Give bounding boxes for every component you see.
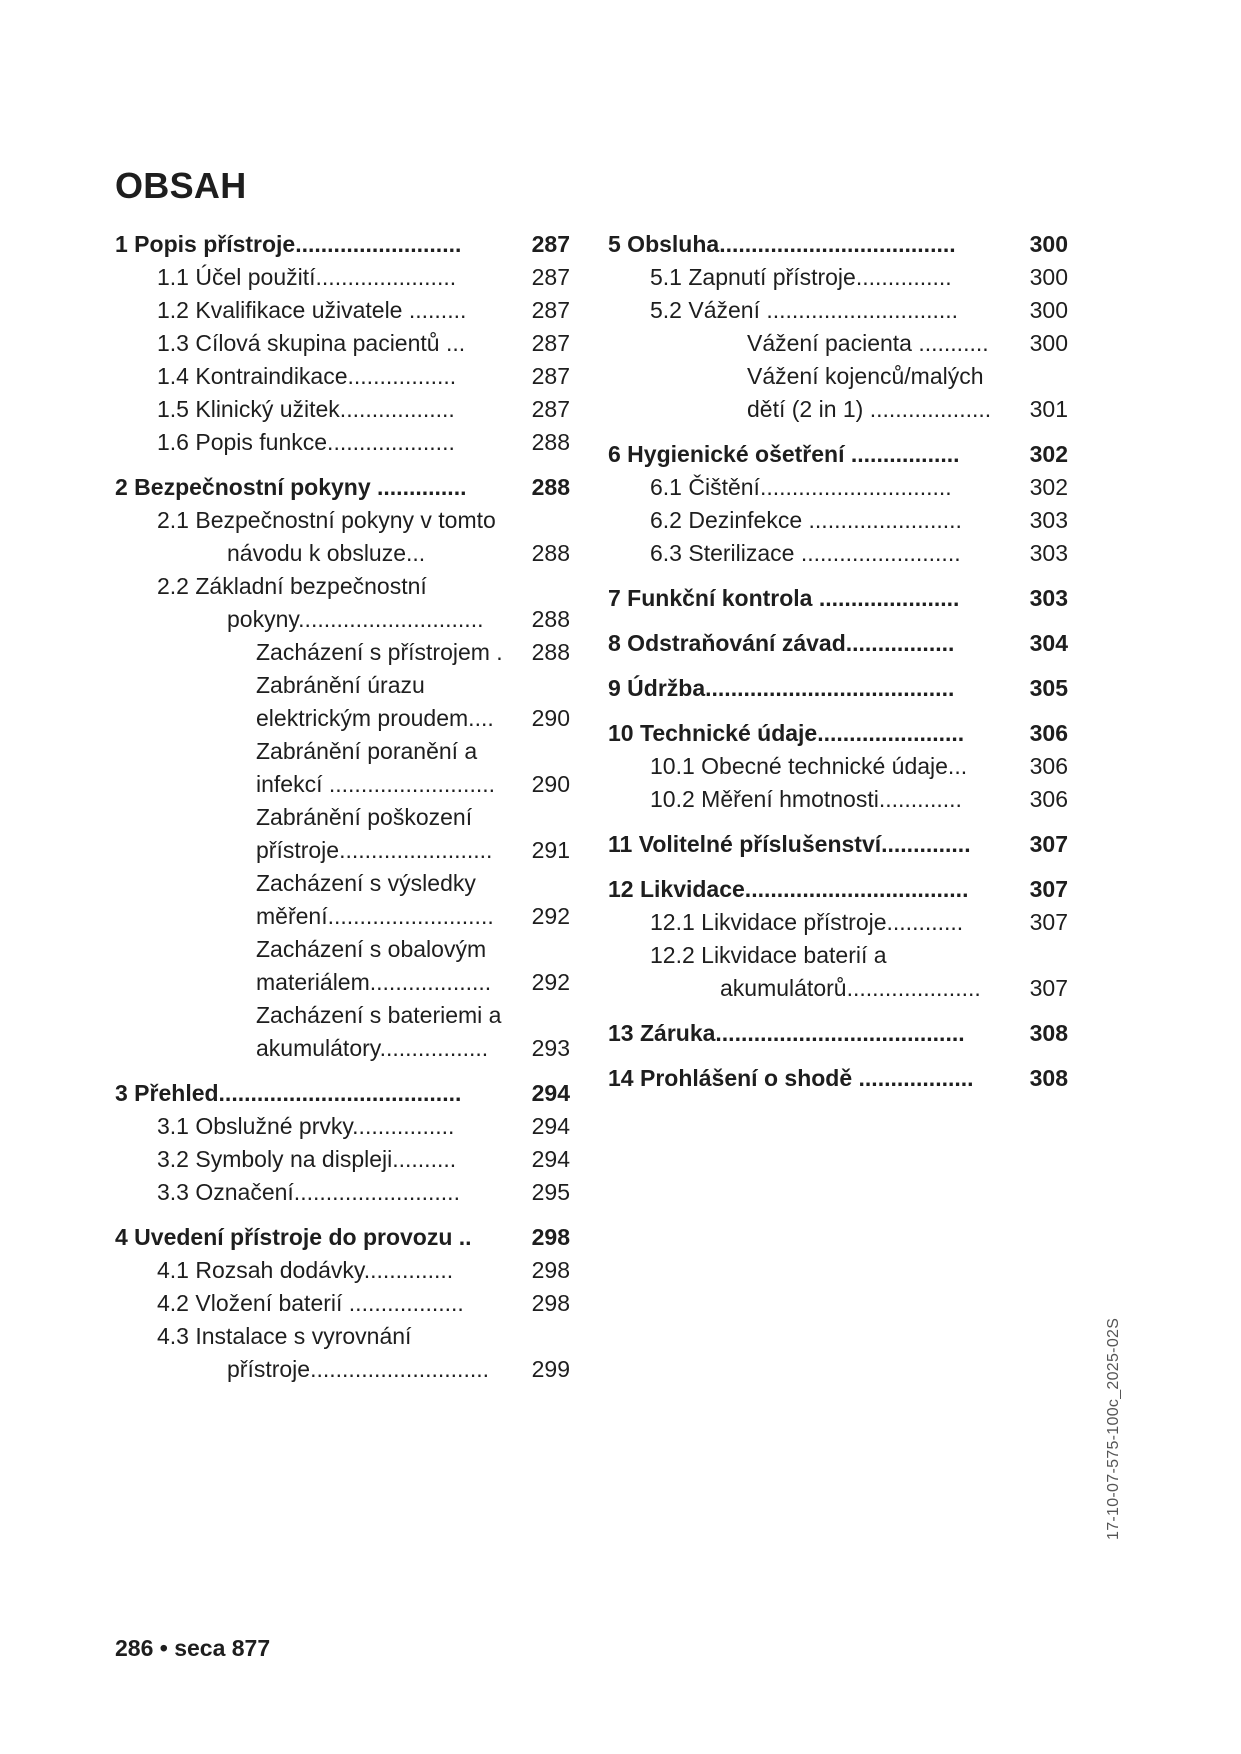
toc-entry-text: 2.1 Bezpečnostní pokyny v tomto návodu k obsluze... [157,507,496,566]
toc-entry-text: 11 Volitelné příslušenství.............. [608,831,971,857]
toc-page-number: 295 [531,1179,570,1205]
toc-page-number: 288 [531,429,570,455]
toc-entry-text: 10.1 Obecné technické údaje... [650,753,968,779]
toc-page-number: 306 [1029,753,1068,779]
toc-entry-text: 5.1 Zapnutí přístroje............... [650,264,952,290]
toc-entry-text: 5 Obsluha..................................... [608,231,956,257]
toc-entry-text: Zabránění poranění a infekcí .......................... [256,738,496,797]
toc-entry[interactable] [115,504,570,570]
toc-page-number: 300 [1029,330,1068,356]
toc-entry[interactable] [115,1287,570,1320]
toc-page-number: 307 [1029,909,1068,935]
toc-page-number: 294 [531,1113,570,1139]
toc-entry[interactable] [115,228,570,261]
toc-page-number: 287 [531,231,570,257]
toc-page-number: 287 [531,363,570,389]
toc-entry-text: 1.4 Kontraindikace................. [157,363,457,389]
toc-column-left [115,228,570,1386]
toc-entry-text: 10 Technické údaje....................... [608,720,965,746]
toc-entry[interactable] [115,360,570,393]
toc-page-number: 288 [531,606,570,632]
toc-entry-text: 3 Přehled...................................... [115,1080,462,1106]
toc-page-number: 303 [1029,540,1068,566]
toc-entry[interactable] [115,261,570,294]
toc-page-number: 300 [1029,264,1068,290]
toc-entry-text: Zacházení s obalovým materiálem................... [256,936,492,995]
toc-entry-text: 1.6 Popis funkce.................... [157,429,455,455]
toc-entry[interactable] [115,1254,570,1287]
toc-entry-text: 2.2 Základní bezpečnostní pokyny............................. [157,573,484,632]
toc-entry[interactable] [115,1077,570,1110]
toc-entry-text: 4.3 Instalace s vyrovnání přístroje............................ [157,1323,490,1382]
toc-entry-text: 12.1 Likvidace přístroje............ [650,909,964,935]
toc-page-number: 303 [1029,585,1068,611]
toc-entry-text: Vážení pacienta ........... [747,330,989,356]
toc-page-number: 287 [531,330,570,356]
toc-page-number: 308 [1029,1065,1068,1091]
toc-entry[interactable] [608,627,1068,660]
toc-page-number: 294 [531,1080,570,1106]
toc-entry[interactable] [115,1221,570,1254]
toc-page-number: 290 [531,705,570,731]
page-title: OBSAH [115,165,247,206]
toc-page-number: 301 [1029,396,1068,422]
toc-entry[interactable] [115,933,570,999]
toc-entry-text: 4.1 Rozsah dodávky.............. [157,1257,454,1283]
toc-entry[interactable] [115,294,570,327]
toc-entry-text: 5.2 Vážení .............................. [650,297,959,323]
toc-page-number: 307 [1029,975,1068,1001]
toc-entry-text: 3.3 Označení.......................... [157,1179,460,1205]
toc-page-number: 308 [1029,1020,1068,1046]
toc-page-number: 299 [531,1356,570,1382]
toc-page-number: 298 [531,1290,570,1316]
toc-entry[interactable] [608,504,1068,537]
toc-entry-text: 12.2 Likvidace baterií a akumulátorů..................... [650,942,981,1001]
toc-page-number: 307 [1029,831,1068,857]
toc-entry[interactable] [608,750,1068,783]
toc-entry-text: 1.2 Kvalifikace uživatele ......... [157,297,467,323]
document-code: 17-10-07-575-100c_2025-02S [1105,1317,1122,1540]
toc-page-number: 293 [531,1035,570,1061]
toc-page-number: 290 [531,771,570,797]
toc-page-number: 300 [1029,297,1068,323]
toc-entry[interactable] [608,873,1068,906]
toc-entry[interactable] [608,939,1068,1005]
toc-page-number: 287 [531,297,570,323]
toc-entry-text: 4.2 Vložení baterií .................. [157,1290,464,1316]
toc-entry-text: 2 Bezpečnostní pokyny .............. [115,474,467,500]
toc-entry[interactable] [115,1143,570,1176]
toc-entry[interactable] [115,570,570,636]
toc-entry-text: 1.3 Cílová skupina pacientů ... [157,330,466,356]
toc-page-number: 291 [531,837,570,863]
toc-entry-text: 3.2 Symboly na displeji.......... [157,1146,457,1172]
toc-entry[interactable] [608,327,1068,360]
toc-entry[interactable] [608,471,1068,504]
toc-entry-text: Vážení kojenců/malých dětí (2 in 1) ................... [747,363,992,422]
toc-entry-text: 9 Údržba....................................... [608,675,955,701]
toc-entry[interactable] [115,636,570,669]
toc-page-number: 298 [531,1224,570,1250]
toc-page-number: 302 [1029,441,1068,467]
toc-entry[interactable] [608,672,1068,705]
toc-entry[interactable] [115,669,570,735]
toc-page-number: 302 [1029,474,1068,500]
toc-entry-text: Zabránění poškození přístroje........................ [256,804,493,863]
toc-entry[interactable] [115,327,570,360]
page-footer: 286 • seca 877 [115,1635,271,1661]
toc-entry[interactable] [115,1176,570,1209]
toc-entry-text: Zabránění úrazu elektrickým proudem.... [256,672,494,731]
toc-entry-text: 7 Funkční kontrola ...................... [608,585,960,611]
toc-page-number: 300 [1029,231,1068,257]
toc-entry[interactable] [608,1062,1068,1095]
toc-entry-text: 1.1 Účel použití...................... [157,264,457,290]
toc-entry[interactable] [115,999,570,1065]
toc-entry-text: 13 Záruka....................................... [608,1020,965,1046]
toc-entry[interactable] [608,717,1068,750]
toc-entry-text: 12 Likvidace................................... [608,876,969,902]
toc-entry[interactable] [115,867,570,933]
toc-page-number: 292 [531,969,570,995]
toc-entry-text: Zacházení s bateriemi a akumulátory................. [256,1002,502,1061]
toc-entry[interactable] [608,828,1068,861]
toc-entry[interactable] [608,438,1068,471]
toc-page-number: 305 [1029,675,1068,701]
toc-entry-text: 3.1 Obslužné prvky................ [157,1113,455,1139]
toc-page-number: 288 [531,474,570,500]
toc-page-number: 307 [1029,876,1068,902]
toc-page-number: 294 [531,1146,570,1172]
toc-entry[interactable] [115,426,570,459]
toc-column-right [608,228,1068,1095]
toc-entry[interactable] [608,783,1068,816]
toc-entry-text: 1.5 Klinický užitek.................. [157,396,455,422]
toc-entry-text: 14 Prohlášení o shodě .................. [608,1065,974,1091]
toc-entry-text: Zacházení s výsledky měření.......................... [256,870,494,929]
toc-page-number: 288 [531,540,570,566]
toc-entry[interactable] [115,735,570,801]
toc-entry-text: 10.2 Měření hmotnosti............. [650,786,962,812]
toc-page-number: 304 [1029,630,1068,656]
toc-entry[interactable] [608,294,1068,327]
toc-entry[interactable] [115,1110,570,1143]
toc-entry-text: 6 Hygienické ošetření ................. [608,441,960,467]
toc-entry-text: 8 Odstraňování závad................. [608,630,955,656]
toc-entry[interactable] [608,1017,1068,1050]
toc-page-number: 287 [531,264,570,290]
toc-entry[interactable] [608,906,1068,939]
toc-entry[interactable] [115,471,570,504]
toc-page-number: 306 [1029,720,1068,746]
toc-page-number: 288 [531,639,570,665]
toc-page-number: 306 [1029,786,1068,812]
toc-entry-text: 1 Popis přístroje.......................... [115,231,462,257]
toc-entry[interactable] [115,801,570,867]
toc-entry-text: 6.2 Dezinfekce ........................ [650,507,962,533]
toc-entry-text: 6.3 Sterilizace ......................... [650,540,961,566]
toc-entry-text: Zacházení s přístrojem . [256,639,503,665]
toc-page-number: 287 [531,396,570,422]
toc-entry[interactable] [115,1320,570,1386]
toc-entry[interactable] [608,537,1068,570]
toc-entry[interactable] [608,360,1068,426]
toc-entry[interactable] [115,393,570,426]
toc-page-number: 292 [531,903,570,929]
toc-entry[interactable] [608,228,1068,261]
toc-page-number: 303 [1029,507,1068,533]
toc-entry-text: 6.1 Čištění.............................. [650,474,952,500]
toc-entry-text: 4 Uvedení přístroje do provozu .. [115,1224,472,1250]
toc-page-number: 298 [531,1257,570,1283]
toc-entry[interactable] [608,261,1068,294]
toc-entry[interactable] [608,582,1068,615]
